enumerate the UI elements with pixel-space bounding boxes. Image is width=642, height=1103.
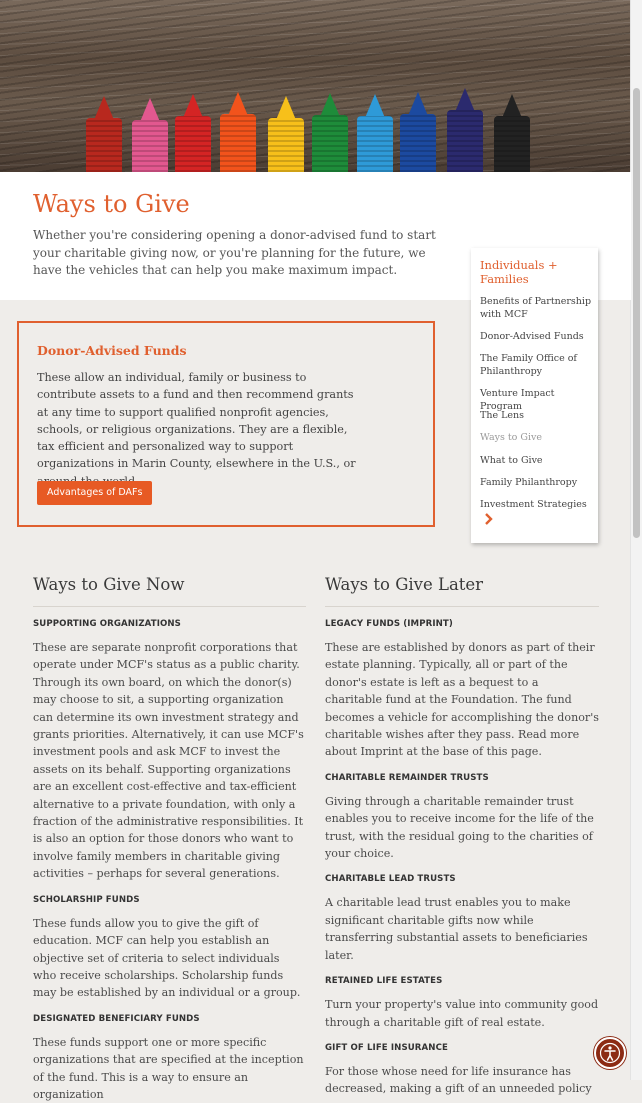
- section-text: A charitable lead trust enables you to make significant charitable gifts now while transferring substantial assets to beneficiaries later.: [325, 896, 588, 962]
- section-heading: LEGACY FUNDS (IMPRINT): [325, 619, 453, 629]
- section-heading: CHARITABLE LEAD TRUSTS: [325, 874, 456, 885]
- page-title: Ways to Give: [33, 190, 190, 218]
- section-heading: CHARITABLE REMAINDER TRUSTS: [325, 772, 489, 783]
- sidenav-item-ways-to-give[interactable]: Ways to Give: [480, 432, 543, 443]
- card-title: Donor-Advised Funds: [37, 343, 187, 358]
- section-text: These funds support one or more specific organizations that are specified at the inception of the fund. This is a way to ensure an organization: [33, 1035, 304, 1101]
- section-text: For those whose need for life insurance has decreased, making a gift of an unneeded policy: [325, 1064, 592, 1096]
- sidenav-item-family-philanthropy[interactable]: Family Philanthropy: [480, 477, 578, 488]
- sidenav-heading[interactable]: Individuals + Families: [480, 258, 558, 286]
- hero-image: [0, 0, 631, 172]
- crayon: [357, 94, 393, 172]
- crayon: [312, 93, 348, 172]
- sidenav-item-investment-strategies[interactable]: Investment Strategies: [480, 499, 587, 510]
- sidenav-item-benefits[interactable]: Benefits of Partnership with MCF: [480, 296, 592, 320]
- sidenav-item-family-office[interactable]: The Family Office of Philanthropy: [480, 353, 577, 377]
- section-heading: DESIGNATED BENEFICIARY FUNDS: [33, 1013, 200, 1024]
- intro-text: Whether you're considering opening a donor-advised fund to start your charitable giving now, or you're planning for the future, we have the vehicles that can help you make maximum impact.: [33, 228, 436, 277]
- section-heading: RETAINED LIFE ESTATES: [325, 976, 443, 987]
- section-text: Turn your property's value into community good through a charitable gift of real estate.: [325, 998, 599, 1029]
- section-heading: SCHOLARSHIP FUNDS: [33, 894, 140, 905]
- section-text: Giving through a charitable remainder trust enables you to receive income for the life of the trust, with the residual going to the charities of your choice.: [325, 794, 594, 861]
- crayon: [447, 88, 483, 172]
- sidenav-item-donor-advised-funds[interactable]: Donor-Advised Funds: [480, 331, 584, 342]
- chevron-right-icon[interactable]: [482, 512, 496, 526]
- scrollbar-thumb[interactable]: [633, 88, 640, 538]
- crayon: [175, 94, 211, 172]
- column-title: Ways to Give Now: [33, 575, 306, 607]
- crayon: [268, 96, 304, 172]
- section-text: These are separate nonprofit corporations that operate under MCF's status as a public charity. Through its own board, on which the donor(s) may choose to sit, a supporting organization can determine its own investment strategy and grants priorities. Alternatively, it can use MCF's investment pools and ask MCF to invest the assets on its behalf. Supporting organizations are an excellent cost-effective and tax-efficient alternative to a private foundation, with only a fraction of the administrative responsibilities. It is also an option for those donors who want to involve family members in charitable giving activities – perhaps for several generations.: [33, 641, 304, 881]
- ways-to-give-later-column: [325, 575, 599, 1098]
- sidenav-item-venture-impact[interactable]: Venture Impact Program: [480, 388, 555, 412]
- side-navigation: [471, 248, 598, 543]
- crayon: [86, 96, 122, 172]
- crayon: [494, 94, 530, 172]
- section-heading: SUPPORTING ORGANIZATIONS: [33, 619, 181, 629]
- donor-advised-funds-card: [17, 321, 435, 527]
- advantages-of-dafs-button[interactable]: Advantages of DAFs: [37, 481, 152, 505]
- section-text: These funds allow you to give the gift of education. MCF can help you establish an objective set of criteria to select individuals who receive scholarships. Scholarship funds may be established by an individual or a group.: [33, 916, 301, 1000]
- section-heading: GIFT OF LIFE INSURANCE: [325, 1042, 448, 1053]
- crayon: [400, 92, 436, 172]
- ways-to-give-now-column: [33, 575, 306, 1103]
- card-text: These allow an individual, family or business to contribute assets to a fund and then recommend grants at any time to support qualified nonprofit agencies, schools, or religious organizations. They are a flexible, tax efficient and personalized way to support organizations in Marin County, elsewhere in the U.S., or: [37, 371, 356, 471]
- accessibility-figure-icon: [596, 1039, 624, 1067]
- accessibility-icon[interactable]: [594, 1037, 626, 1069]
- crayon: [132, 98, 168, 172]
- sidenav-item-the-lens[interactable]: The Lens: [480, 410, 525, 421]
- crayon: [220, 92, 256, 172]
- section-text: These are established by donors as part of their estate planning. Typically, all or part of the donor's estate is left as a bequest to a charitable fund at the Foundation. The fund becomes a vehicle for accomplishing the donor's charitable wishes after they pass. Read more about Imprint at the base of this page.: [325, 641, 599, 759]
- column-title: Ways to Give Later: [325, 575, 599, 607]
- sidenav-item-what-to-give[interactable]: What to Give: [480, 455, 543, 466]
